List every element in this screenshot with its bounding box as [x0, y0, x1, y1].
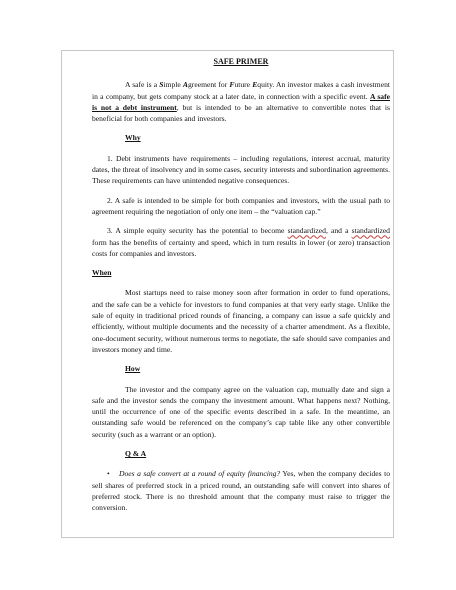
acronym-letter-a: A — [182, 80, 188, 90]
spellcheck-word: standardized — [351, 226, 390, 236]
intro-text: uture — [234, 80, 253, 90]
intro-text: A safe is a — [125, 80, 160, 90]
why-text: 3. A simple equity security has the potential to become — [107, 226, 288, 236]
why-text: , and a — [325, 226, 352, 236]
why-point-1: 1. Debt instruments have requirements – including regulations, interest accrual, maturity dates, the threat of insolvency and in some cases, security interests and subordination agreements. These requirements can have unintended negative consequences. — [92, 153, 390, 186]
heading-qa: Q & A — [125, 449, 147, 459]
document-page — [61, 50, 394, 538]
heading-why: Why — [125, 133, 141, 143]
document-title: SAFE PRIMER — [213, 57, 269, 66]
intro-text: greement for — [188, 80, 230, 90]
qa-item-1 — [92, 468, 390, 513]
intro-paragraph — [92, 79, 390, 124]
intro-text: quity. An investor makes a cash investment in a company, but gets company stock at a later date, in connection with a specific event. — [92, 80, 390, 101]
why-point-2: 2. A safe is intended to be simple for both companies and investors, with the usual path to agreement requiring the negotiation of only one item – the “valuation cap.” — [92, 195, 390, 216]
why-point-3 — [92, 225, 390, 259]
acronym-letter-s: S — [159, 80, 164, 90]
qa-answer: Yes, when the company decides to sell shares of preferred stock in a priced round, an outstanding safe will convert into shares of preferred stock. There is no threshold amount that the company must raise to trigger the conversion. — [92, 469, 391, 513]
intro-text: imple — [163, 80, 183, 90]
intro-text: , but is intended to be an alternative to convertible notes that is beneficial for both companies and investors. — [92, 102, 390, 124]
document-body — [92, 56, 390, 514]
why-text: form has the benefits of certainty and speed, which in turn results in lower (or zero) transaction costs for companies and investors. — [92, 237, 390, 258]
emphasis-not-debt: A safe is not a debt instrument — [92, 91, 390, 112]
qa-question: Does a safe convert at a round of equity financing? — [119, 469, 281, 479]
heading-when: When — [92, 268, 112, 278]
acronym-letter-f: F — [229, 80, 235, 90]
heading-how: How — [125, 364, 141, 374]
bullet-icon: • — [107, 469, 110, 479]
when-paragraph: Most startups need to raise money soon after formation in order to fund operations, and the safe can be a vehicle for investors to fund companies at that very early stage. Unlike the sale of equity in traditional priced rounds of financing, a company can issue a safe quickly and efficiently, without multiple documents and the necessity of a charter amendment. As a flexible, one-document security, without numerous terms to negotiate, the safe should save companies and investors money and time. — [92, 288, 390, 354]
how-paragraph: The investor and the company agree on the valuation cap, mutually date and sign a safe and the investor sends the company the investment amount. What happens next? Nothing, until the occurrence of one of the specific events described in a safe. In the meantime, an outstanding safe would be referenced on the company’s cap table like any other convertible security (such as a warrant or an option). — [92, 384, 390, 439]
acronym-letter-e: E — [252, 80, 258, 90]
spellcheck-word: standardized — [287, 226, 326, 236]
